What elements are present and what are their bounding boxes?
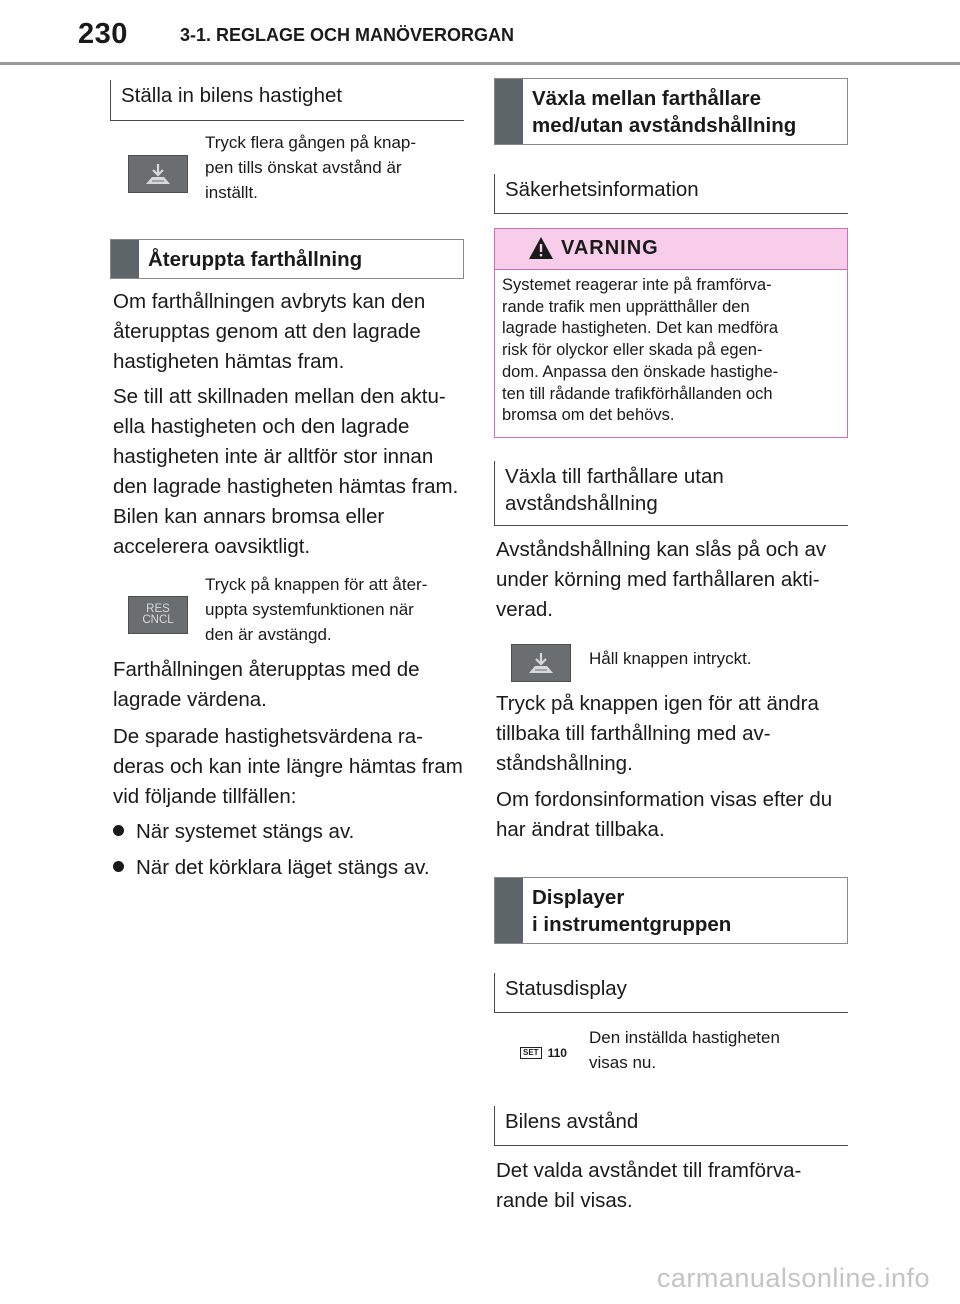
set-speed-value: 110 [547, 1046, 567, 1060]
distance-icon [140, 162, 176, 186]
res-cncl-label: RES CNCL [142, 603, 174, 626]
bullet-icon [113, 825, 124, 836]
distance-heading: Bilens avstånd [494, 1106, 848, 1146]
resume-paragraph-3: Farthållningen återupptas med de lagrade värdena. [113, 658, 420, 711]
section-marker [495, 79, 523, 144]
distance-button [128, 155, 188, 193]
distance-paragraph: Det valda avståndet till framförva-rande bil visas. [496, 1159, 802, 1212]
switch-to-heading: Växla till farthållare utan avståndshållning [494, 461, 848, 526]
chapter-title: 3-1. REGLAGE OCH MANÖVERORGAN [180, 25, 515, 45]
warning-title: VARNING [561, 237, 659, 259]
displays-section-box [494, 877, 848, 944]
list-item: När systemet stängs av. [113, 817, 463, 847]
resume-paragraph-4: De sparade hastighetsvärdena ra-deras och kan inte längre hämtas fram vid följande tillfällen: [113, 725, 463, 808]
page-number: 230 [78, 18, 128, 50]
warning-text: Systemet reagerar inte på framförva- rande trafik men upprätthåller den lagrade hastigheten. Det kan medföra risk för olyckor eller skada på egen- dom. Anpassa den önskade hastighe- ten till rådande trafikförhållanden och bromsa om det behövs. [502, 276, 779, 425]
switch-heading: Växla mellan farthållare med/utan avståndshållning [532, 87, 797, 137]
section-marker [111, 240, 139, 278]
resume-section-box [110, 239, 464, 279]
switch-paragraph-2: Tryck på knappen igen för att ändra tillbaka till farthållning med av-ståndshållning. [496, 692, 819, 775]
set-speed-heading: Ställa in bilens hastighet [110, 80, 464, 121]
distance-icon-caption: Tryck flera gången på knap- pen tills önskat avstånd är inställt. [205, 133, 417, 202]
switch-paragraph-3: Om fordonsinformation visas efter du har ändrat tillbaka. [496, 788, 833, 841]
set-indicator: SET [520, 1047, 542, 1059]
distance-icon [523, 651, 559, 675]
distance-button [511, 644, 571, 682]
warning-icon [528, 236, 554, 260]
res-cncl-button [128, 596, 188, 634]
status-caption: Den inställda hastigheten visas nu. [589, 1028, 780, 1072]
switch-section-box [494, 78, 848, 145]
warning-box [494, 228, 848, 438]
switch-paragraph-1: Avståndshållning kan slås på och av under körning med farthållaren akti-verad. [496, 538, 827, 621]
watermark: carmanualsonline.info [656, 1263, 930, 1293]
resume-paragraph-2: Se till att skillnaden mellan den aktu-ella hastigheten och den lagrade hastigheten inte är alltför stor innan den lagrade hastigheten hämtas fram. Bilen kan annars bromsa eller accelerera oavsiktligt. [113, 385, 459, 558]
bullet-icon [113, 861, 124, 872]
safety-heading: Säkerhetsinformation [494, 174, 848, 214]
hold-caption: Håll knappen intryckt. [589, 649, 752, 668]
resume-heading: Återuppta farthållning [148, 248, 363, 271]
header-divider [0, 62, 960, 65]
section-marker [495, 878, 523, 943]
resume-paragraph-1: Om farthållningen avbryts kan den återupptas genom att den lagrade hastigheten hämtas fram. [113, 290, 426, 373]
res-caption: Tryck på knappen för att åter- uppta systemfunktionen när den är avstängd. [205, 575, 428, 644]
set-speed-display [520, 1046, 567, 1060]
list-item: När det körklara läget stängs av. [113, 853, 463, 883]
displays-heading: Displayer i instrumentgruppen [532, 886, 732, 936]
warning-header [495, 229, 847, 270]
status-heading: Statusdisplay [494, 973, 848, 1013]
